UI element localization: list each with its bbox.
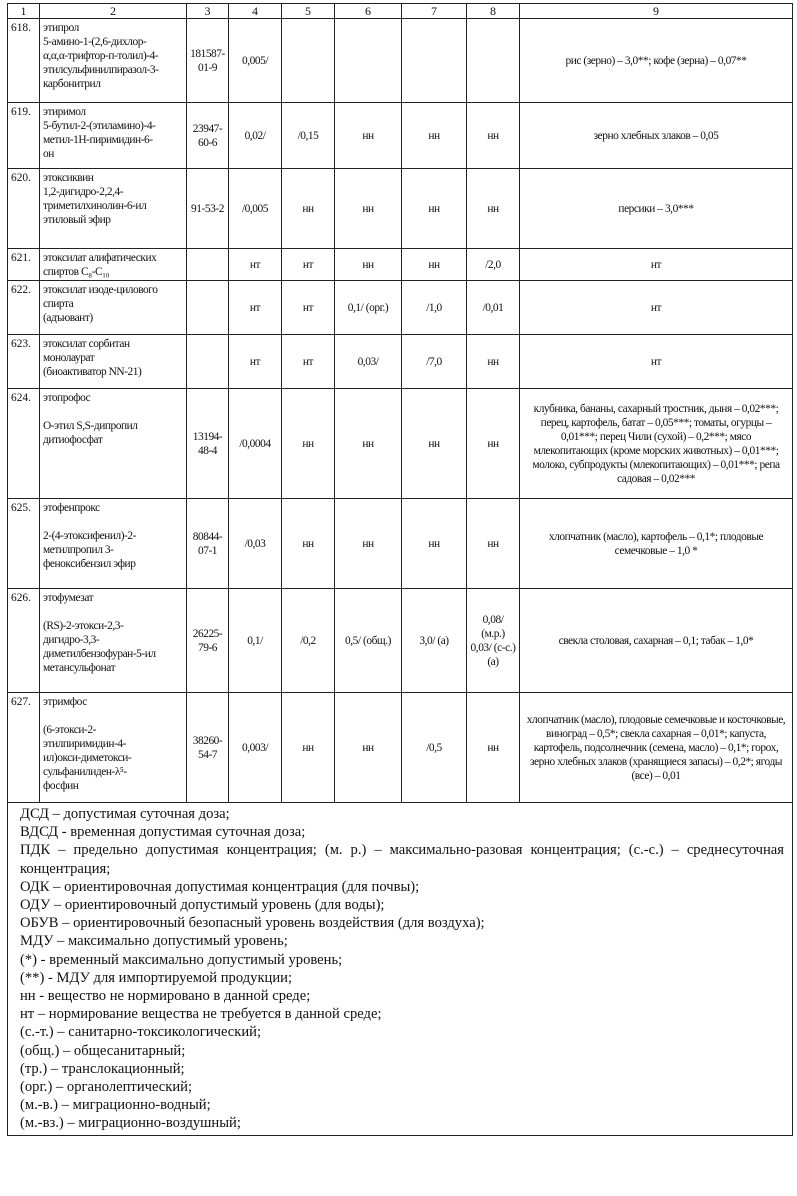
legend-item: (орг.) – органолептический;: [20, 1079, 193, 1096]
table-row: [8, 693, 793, 803]
col8-cell: 0,08/ (м.р.) 0,03/ (с-с.) (а): [467, 589, 520, 693]
mrl-foods-cell: нт: [520, 249, 793, 281]
substance-name: этофенпрокс: [43, 502, 100, 514]
chemical-name-line: 1,2-дигидро-2,2,4-: [43, 186, 124, 198]
substance-name: этопрофос: [43, 392, 91, 404]
chemical-name-line: О-этил S,S-дипропил: [43, 420, 138, 432]
legend-item: ПДК – предельно допустимая концентрация; (м. р.) – максимально-разовая концентрация; (с.-с.) – среднесуточная концентрация;: [20, 842, 784, 877]
legend-item: нн - вещество не нормировано в данной среде;: [20, 988, 311, 1005]
cas-number-cell: 181587-01-9: [187, 19, 229, 103]
cas-number-cell: 26225-79-6: [187, 589, 229, 693]
row-number-cell: 619.: [8, 103, 40, 169]
col5-cell: нн: [282, 693, 335, 803]
document-page: [7, 3, 792, 1136]
substance-name-cell: [40, 19, 187, 103]
col8-cell: [467, 19, 520, 103]
substance-name-cell: [40, 169, 187, 249]
header-cell: 4: [229, 4, 282, 19]
header-cell: 5: [282, 4, 335, 19]
col8-cell: нн: [467, 389, 520, 499]
col7-cell: нн: [402, 103, 467, 169]
substance-name-cell: [40, 499, 187, 589]
chemical-name-line: 2-(4-этоксифенил)-2-: [43, 530, 136, 542]
row-number-cell: 627.: [8, 693, 40, 803]
col5-cell: нн: [282, 389, 335, 499]
col6-cell: нн: [335, 499, 402, 589]
substance-name: этоксилат изоде-цилового: [43, 284, 158, 296]
table-row: [8, 169, 793, 249]
col6-cell: [335, 19, 402, 103]
table-row: [8, 281, 793, 335]
chemical-name-line: монолаурат: [43, 352, 95, 364]
col8-cell: /0,01: [467, 281, 520, 335]
substance-name: этоксилат сорбитан: [43, 338, 130, 350]
col7-cell: /0,5: [402, 693, 467, 803]
dsd-cell: нт: [229, 335, 282, 389]
cas-number-cell: 13194-48-4: [187, 389, 229, 499]
mrl-foods-cell: свекла столовая, сахарная – 0,1; табак – 1,0*: [520, 589, 793, 693]
mrl-foods-cell: клубника, бананы, сахарный тростник, дыня – 0,02***; перец, картофель, батат – 0,05***; томаты, огурцы – 0,01***; перец Чили (сухой) – 0,2***; мясо млекопитающих (кроме морских животных) – 0,01***; молоко, субпродукты (млекопитающих) – 0,01***; репа садовая – 0,02***: [520, 389, 793, 499]
chemical-name-line: этилсульфинилпиразол-3-: [43, 64, 159, 76]
row-number-cell: 623.: [8, 335, 40, 389]
col8-cell: нн: [467, 693, 520, 803]
col8-cell: /2,0: [467, 249, 520, 281]
substance-name-cell: [40, 249, 187, 281]
col7-cell: нн: [402, 249, 467, 281]
col7-cell: [402, 19, 467, 103]
chemical-name-line: (RS)-2-этокси-2,3-: [43, 620, 124, 632]
dsd-cell: /0,03: [229, 499, 282, 589]
table-row: [8, 589, 793, 693]
chemical-name-line: 5-амино-1-(2,6-дихлор-: [43, 36, 147, 48]
chemical-name-line: триметилхинолин-6-ил: [43, 200, 147, 212]
mrl-foods-cell: хлопчатник (масло), картофель – 0,1*; плодовые семечковые – 1,0 *: [520, 499, 793, 589]
name-spacer: [43, 605, 183, 619]
legend-item: (с.-т.) – санитарно-токсикологический;: [20, 1024, 262, 1041]
dsd-cell: 0,1/: [229, 589, 282, 693]
chemical-name-line: (адъювант): [43, 312, 93, 324]
chemical-name-line: феноксибензил эфир: [43, 558, 136, 570]
chemical-name-line: диметилбензофуран-5-ил: [43, 648, 156, 660]
col7-cell: 3,0/ (а): [402, 589, 467, 693]
legend-notes: [8, 803, 793, 1136]
cas-number-cell: 91-53-2: [187, 169, 229, 249]
col6-cell: 0,1/ (орг.): [335, 281, 402, 335]
substance-name-cell: [40, 281, 187, 335]
col7-cell: /7,0: [402, 335, 467, 389]
header-cell: 3: [187, 4, 229, 19]
legend-item: (*) - временный максимально допустимый уровень;: [20, 951, 343, 968]
mrl-foods-cell: нт: [520, 281, 793, 335]
chemical-name-line: (биоактиватор NN-21): [43, 366, 142, 378]
legend-item: (**) - МДУ для импортируемой продукции;: [20, 969, 293, 986]
row-number-cell: 620.: [8, 169, 40, 249]
col6-cell: нн: [335, 389, 402, 499]
table-body: [8, 4, 793, 1136]
table-row: [8, 19, 793, 103]
col5-cell: [282, 19, 335, 103]
dsd-cell: 0,005/: [229, 19, 282, 103]
col8-cell: нн: [467, 103, 520, 169]
legend-item: ОДУ – ориентировочный допустимый уровень (для воды);: [20, 897, 385, 914]
legend-item: ДСД – допустимая суточная доза;: [20, 806, 230, 822]
legend-item: (м.-вз.) – миграционно-воздушный;: [20, 1115, 241, 1132]
chemical-name-line: этиловый эфир: [43, 214, 111, 226]
mrl-foods-cell: зерно хлебных злаков – 0,05: [520, 103, 793, 169]
chemical-name-line: он: [43, 148, 54, 160]
col6-cell: нн: [335, 169, 402, 249]
substance-name-cell: [40, 335, 187, 389]
substance-name-cell: [40, 693, 187, 803]
col5-cell: нн: [282, 169, 335, 249]
mrl-foods-cell: персики – 3,0***: [520, 169, 793, 249]
header-cell: 1: [8, 4, 40, 19]
chemical-name-line: 5-бутил-2-(этиламино)-4-: [43, 120, 156, 132]
chemical-name-line: метансульфонат: [43, 662, 116, 674]
col8-cell: нн: [467, 169, 520, 249]
substance-name: этофумезат: [43, 592, 94, 604]
cas-number-cell: [187, 249, 229, 281]
mrl-foods-cell: хлопчатник (масло), плодовые семечковые и косточковые, виноград – 0,5*; свекла сахарная – 0,01*; капуста, картофель, подсолнечник (семена, масло) – 0,1*; горох, зерно хлебных злаков (хранящиеся запасы) – 0,2*; ягоды (все) – 0,01: [520, 693, 793, 803]
substance-name: этипрол: [43, 22, 79, 34]
chemical-name-line: (6-этокси-2-: [43, 724, 96, 736]
table-row: [8, 499, 793, 589]
dsd-cell: /0,005: [229, 169, 282, 249]
cas-number-cell: [187, 281, 229, 335]
col5-cell: /0,2: [282, 589, 335, 693]
cas-number-cell: 80844-07-1: [187, 499, 229, 589]
mrl-foods-cell: рис (зерно) – 3,0**; кофе (зерна) – 0,07**: [520, 19, 793, 103]
row-number-cell: 625.: [8, 499, 40, 589]
substance-name: этоксилат алифатических: [43, 252, 157, 264]
row-number-cell: 621.: [8, 249, 40, 281]
col5-cell: нн: [282, 499, 335, 589]
header-cell: 7: [402, 4, 467, 19]
chemical-name-line: карбонитрил: [43, 78, 101, 90]
cas-number-cell: 23947-60-6: [187, 103, 229, 169]
chemical-name-line: дитиофосфат: [43, 434, 103, 446]
legend-row: [8, 803, 793, 1136]
header-cell: 9: [520, 4, 793, 19]
col8-cell: нн: [467, 335, 520, 389]
cas-number-cell: 38260-54-7: [187, 693, 229, 803]
col6-cell: нн: [335, 103, 402, 169]
substance-name: этоксиквин: [43, 172, 94, 184]
dsd-cell: нт: [229, 281, 282, 335]
col6-cell: нн: [335, 249, 402, 281]
col8-cell: нн: [467, 499, 520, 589]
substance-name-cell: [40, 389, 187, 499]
substance-name: этримфос: [43, 696, 87, 708]
substance-name-cell: [40, 589, 187, 693]
chemical-name-line: сульфанилиден-λ⁵-: [43, 766, 127, 778]
legend-item: (общ.) – общесанитарный;: [20, 1042, 186, 1059]
row-number-cell: 624.: [8, 389, 40, 499]
header-cell: 8: [467, 4, 520, 19]
header-cell: 2: [40, 4, 187, 19]
chemical-name-line: спирта: [43, 298, 74, 310]
legend-item: (м.-в.) – миграционно-водный;: [20, 1097, 211, 1114]
col6-cell: нн: [335, 693, 402, 803]
pesticide-table: [7, 3, 793, 1136]
col6-cell: 0,5/ (общ.): [335, 589, 402, 693]
col7-cell: нн: [402, 499, 467, 589]
chemical-name-line: спиртов C₈-C₁₀: [43, 266, 110, 278]
header-cell: 6: [335, 4, 402, 19]
legend-item: (тр.) – транслокационный;: [20, 1060, 185, 1077]
legend-item: ВДСД - временная допустимая суточная доза;: [20, 824, 306, 841]
chemical-name-line: α,α,α-трифтор-п-толил)-4-: [43, 50, 159, 62]
legend-item: ОБУВ – ориентировочный безопасный уровень воздействия (для воздуха);: [20, 915, 485, 932]
row-number-cell: 618.: [8, 19, 40, 103]
cas-number-cell: [187, 335, 229, 389]
col7-cell: нн: [402, 169, 467, 249]
name-spacer: [43, 405, 183, 419]
legend-item: ОДК – ориентировочная допустимая концентрация (для почвы);: [20, 878, 420, 895]
chemical-name-line: фосфин: [43, 780, 79, 792]
substance-name: этиримол: [43, 106, 86, 118]
col5-cell: нт: [282, 335, 335, 389]
substance-name-cell: [40, 103, 187, 169]
row-number-cell: 626.: [8, 589, 40, 693]
column-number-row: [8, 4, 793, 19]
legend-item: МДУ – максимально допустимый уровень;: [20, 933, 288, 950]
dsd-cell: 0,02/: [229, 103, 282, 169]
mrl-foods-cell: нт: [520, 335, 793, 389]
col5-cell: нт: [282, 281, 335, 335]
chemical-name-line: этилпиримидин-4-: [43, 738, 127, 750]
col5-cell: /0,15: [282, 103, 335, 169]
row-number-cell: 622.: [8, 281, 40, 335]
dsd-cell: 0,003/: [229, 693, 282, 803]
col7-cell: /1,0: [402, 281, 467, 335]
dsd-cell: /0,0004: [229, 389, 282, 499]
name-spacer: [43, 515, 183, 529]
chemical-name-line: дигидро-3,3-: [43, 634, 100, 646]
chemical-name-line: ил)окси-диметокси-: [43, 752, 132, 764]
chemical-name-line: метил-1Н-пиримидин-6-: [43, 134, 153, 146]
legend-item: нт – нормирование вещества не требуется в данной среде;: [20, 1006, 382, 1023]
name-spacer: [43, 709, 183, 723]
col7-cell: нн: [402, 389, 467, 499]
table-row: [8, 249, 793, 281]
table-row: [8, 389, 793, 499]
col5-cell: нт: [282, 249, 335, 281]
dsd-cell: нт: [229, 249, 282, 281]
chemical-name-line: метилпропил 3-: [43, 544, 114, 556]
col6-cell: 0,03/: [335, 335, 402, 389]
table-row: [8, 103, 793, 169]
table-row: [8, 335, 793, 389]
